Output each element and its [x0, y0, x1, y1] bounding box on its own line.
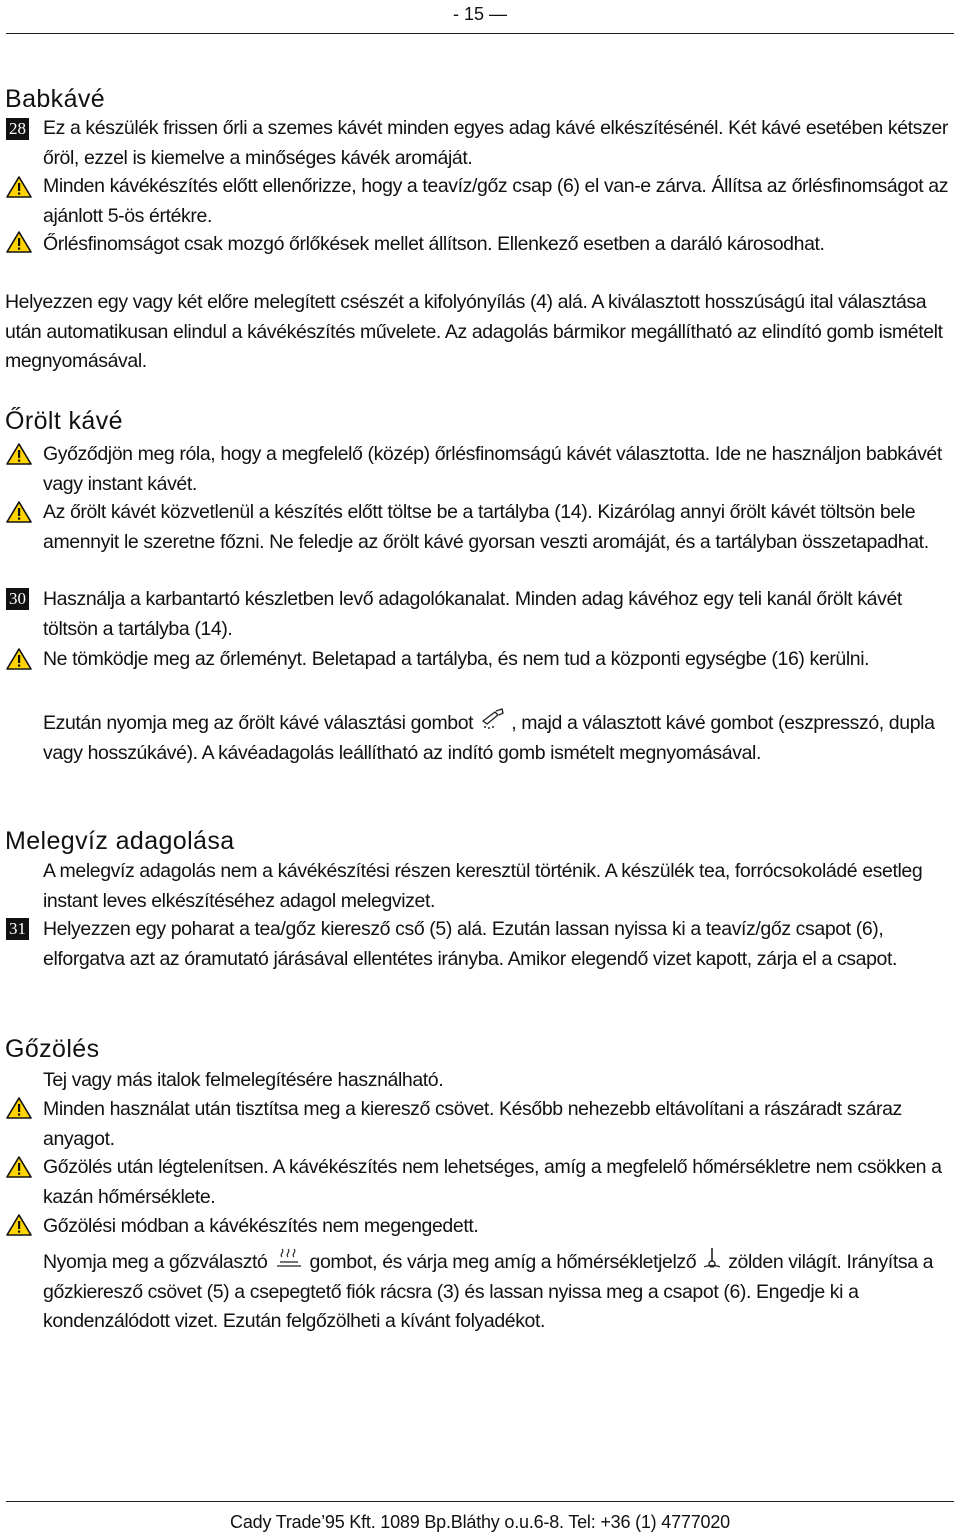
- header-rule: [6, 33, 954, 34]
- warning-triangle-icon: [6, 501, 32, 523]
- warning-text-grind-type: Győződjön meg róla, hogy a megfelelő (közép) őrlésfinomságú kávét választotta. Ide ne használjon babkávét vagy instant kávét.: [43, 443, 942, 495]
- warning-triangle-icon: [6, 176, 32, 198]
- ground-coffee-icon: [477, 707, 507, 731]
- section-heading-gozoles: Gőzölés: [5, 1035, 100, 1063]
- paragraph-babkave-instructions: Helyezzen egy vagy két előre melegített csészét a kifolyónyílás (4) alá. A kiválasztott hosszúságú ital választása után automatikusan elindul a kávékészítés művelete. Az adagolás bármikor megállítható az elindító gomb ismételt megnyomásával.: [5, 291, 943, 372]
- step-marker-28: 28: [6, 118, 29, 140]
- warning-text-fill-timing: Az őrölt kávét közvetlenül a készítés előtt töltse be a tartályba (14). Kizárólag annyi őrölt kávét töltsön bele amennyit le szeretne főzni. Ne feledje az őrölt kávé gyorsan veszti aromáját, és a tartályban összetapadhat.: [43, 501, 929, 553]
- warning-text-vent: Gőzölés után légtelenítsen. A kávékészítés nem lehetséges, amíg a megfelelő hőmérsékletre nem csökken a kazán hőmérséklete.: [43, 1156, 942, 1208]
- paragraph-steam-instructions: [43, 1246, 955, 1337]
- warning-text-grind-setting: Őrlésfinomságot csak mozgó őrlőkések mellet állítson. Ellenkező esetben a daráló károsodhat.: [43, 233, 825, 255]
- warning-text-no-tamping: Ne tömködje meg az őrleményt. Beletapad a tartályba, és nem tud a központi egységbe (16) kerülni.: [43, 648, 870, 670]
- warning-text-clean-wand: Minden használat után tisztítsa meg a kieresző csövet. Később nehezebb eltávolítani a rászáradt száraz anyagot.: [43, 1098, 902, 1150]
- paragraph-text-part: zölden világít. Irányítsa a gőzkieresző csövet (5) a csepegtető fiók rácsra (3) és lassan nyissa meg a csapot (6). Engedje ki a kondenzálódott vizet. Ezután felgőzölheti a kívánt folyadékot.: [43, 1251, 934, 1332]
- warning-triangle-icon: [6, 1214, 32, 1236]
- paragraph-steam-intro: Tej vagy más italok felmelegítésére használható.: [43, 1069, 444, 1091]
- warning-triangle-icon: [6, 443, 32, 465]
- footer-contact: Cady Trade’95 Kft. 1089 Bp.Bláthy o.u.6-8. Tel: +36 (1) 4777020: [230, 1512, 730, 1532]
- paragraph-babkave-intro: Ez a készülék frissen őrli a szemes kávét minden egyes adag kávé elkészítésénél. Két kávé esetében kétszer őröl, ezzel is kiemelve a minőséges kávék aromáját.: [43, 117, 948, 169]
- footer-rule: [6, 1501, 954, 1502]
- step-marker-30: 30: [6, 588, 29, 610]
- steam-icon: [272, 1246, 306, 1270]
- warning-triangle-icon: [6, 231, 32, 253]
- paragraph-text-part: , majd a választott kávé gombot (eszpresszó, dupla vagy hosszúkávé). A kávéadagolás leállítható az indító gomb ismételt megnyomásával.: [43, 712, 935, 764]
- paragraph-measuring-spoon: Használja a karbantartó készletben levő adagolókanalat. Minden adag kávéhoz egy teli kanál őrölt kávét töltsön a tartályba (14).: [43, 588, 902, 640]
- page-number: - 15 —: [452, 4, 508, 24]
- section-heading-babkave: Babkávé: [5, 85, 106, 113]
- paragraph-text-part: gombot, és várja meg amíg a hőmérsékletjelző: [309, 1251, 697, 1273]
- warning-triangle-icon: [6, 1097, 32, 1119]
- paragraph-hot-water-intro: A melegvíz adagolás nem a kávékészítési részen keresztül történik. A készülék tea, forrócsokoládé esetleg instant leves elkészítéséhez adagol melegvizet.: [43, 860, 923, 912]
- warning-text-check-valve: Minden kávékészítés előtt ellenőrizze, hogy a teavíz/gőz csap (6) el van-e zárva. Állítsa az őrlésfinomságot az ajánlott 5-ös értékre.: [43, 175, 949, 227]
- paragraph-hot-water-steps: Helyezzen egy poharat a tea/gőz kieresző cső (5) alá. Ezután lassan nyissa ki a teavíz/gőz csapot (6), elforgatva azt az óramutató járásával ellentétes irányba. Amikor elegendő vizet kapott, zárja el a csapot.: [43, 918, 898, 970]
- section-heading-melegviz: Melegvíz adagolása: [5, 827, 235, 855]
- warning-triangle-icon: [6, 648, 32, 670]
- paragraph-ground-coffee-button: [43, 707, 955, 768]
- thermometer-icon: [700, 1246, 724, 1270]
- warning-text-no-brewing: Gőzölési módban a kávékészítés nem megengedett.: [43, 1215, 479, 1237]
- section-heading-orolt-kave: Őrölt kávé: [5, 407, 123, 435]
- step-marker-31: 31: [6, 918, 29, 940]
- warning-triangle-icon: [6, 1156, 32, 1178]
- paragraph-text-part: Ezután nyomja meg az őrölt kávé választási gombot: [43, 712, 474, 734]
- paragraph-text-part: Nyomja meg a gőzválasztó: [43, 1251, 268, 1273]
